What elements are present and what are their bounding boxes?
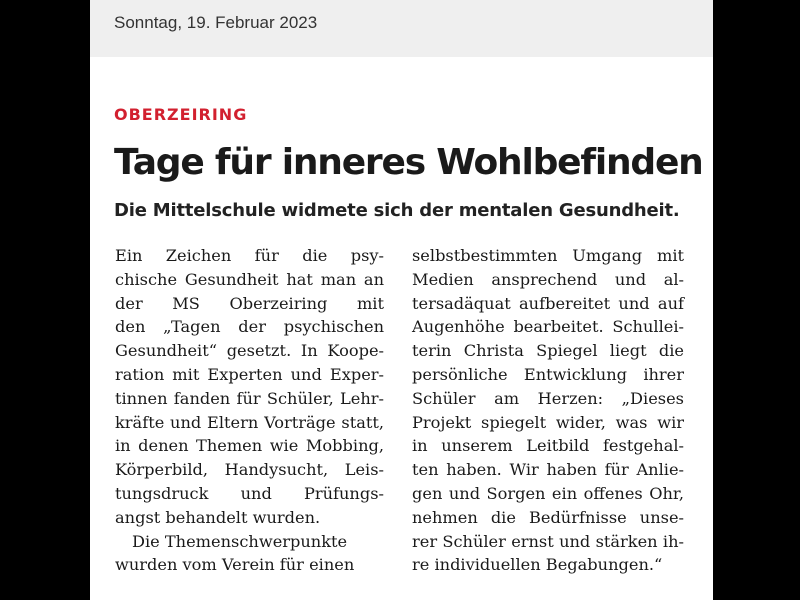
body-line: kräfte und Eltern Vorträge statt, (115, 412, 384, 432)
body-line: in denen Themen wie Mobbing, (115, 436, 384, 456)
body-line: tinnen fanden für Schüler, Lehr- (115, 388, 384, 408)
body-line: Ein Zeichen für die psy- (115, 246, 384, 265)
body-line: Medien ansprechend und al- (412, 269, 684, 289)
body-line: terin Christa Spiegel liegt die (412, 341, 684, 361)
article-headline: Tage für inneres Wohlbefinden (114, 142, 703, 183)
article-body-right-column (412, 244, 684, 577)
body-line: Die Themenschwerpunkte (132, 531, 348, 551)
body-line: tersadäquat aufbereitet und auf (412, 293, 684, 313)
body-line: chische Gesundheit hat man an (115, 269, 384, 289)
article-page (90, 0, 713, 600)
body-line: Augenhöhe bearbeitet. Schullei- (412, 317, 684, 337)
body-line: nehmen die Bedürfnisse unse- (412, 507, 684, 527)
body-line: gen und Sorgen ein offenes Ohr, (412, 483, 684, 503)
body-line: Körperbild, Handysucht, Leis- (115, 460, 384, 480)
body-line: selbstbestimmten Umgang mit (412, 246, 684, 265)
article-subheadline: Die Mittelschule widmete sich der mentalen Gesundheit. (114, 200, 680, 221)
body-line: tungsdruck und Prüfungs- (115, 483, 384, 503)
body-line: persönliche Entwicklung ihrer (412, 364, 684, 384)
body-line: rer Schüler ernst und stärken ih- (412, 531, 684, 551)
article-kicker: OBERZEIRING (114, 105, 248, 124)
body-line: re individuellen Begabungen.“ (412, 555, 663, 575)
body-line: angst behandelt wurden. (115, 507, 321, 527)
body-line: wurden vom Verein für einen (115, 555, 355, 575)
body-line: Projekt spiegelt wider, was wir (412, 412, 684, 432)
article-body-left-column (115, 244, 384, 577)
body-line: in unserem Leitbild festgehal- (412, 436, 684, 456)
body-line: der MS Oberzeiring mit (115, 293, 384, 313)
publication-date: Sonntag, 19. Februar 2023 (114, 13, 318, 32)
body-line: ten haben. Wir haben für Anlie- (412, 460, 684, 480)
body-line: Schüler am Herzen: „Dieses (412, 388, 684, 408)
body-line: ration mit Experten und Exper- (115, 364, 384, 384)
dateline-bar (90, 0, 713, 57)
body-line: den „Tagen der psychischen (115, 317, 384, 337)
body-line: Gesundheit“ gesetzt. In Koope- (115, 341, 384, 361)
